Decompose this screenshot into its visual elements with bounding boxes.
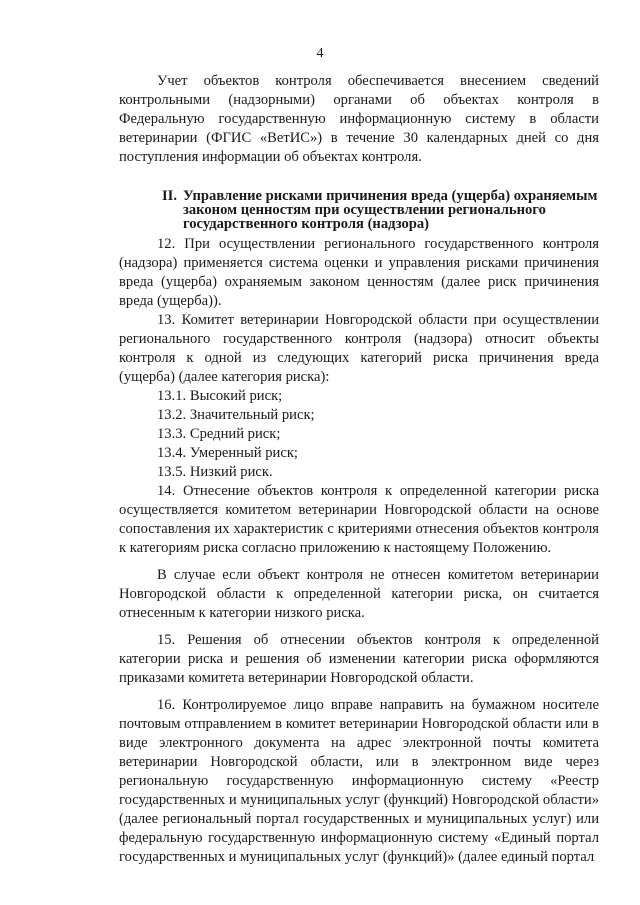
list-item: 13.4. Умеренный риск; [157, 445, 298, 461]
paragraph-12: 12. При осуществлении регионального государственного контроля (надзора) применяется система оценки и управления рисками причинения вреда (ущерба) охраняемым законом ценностям (далее риск причинения вреда (ущерба)). [119, 236, 599, 309]
paragraph-14: 14. Отнесение объектов контроля к определенной категории риска осуществляется комитетом ветеринарии Новгородской области на основе сопоставления их характеристик с критериями отнесения объектов контроля к категориям риска согласно приложению к настоящему Положению. [119, 483, 599, 556]
page-number: 4 [316, 46, 324, 61]
section-heading [119, 189, 599, 231]
list-item: 13.1. Высокий риск; [157, 388, 283, 404]
paragraph-14-note: В случае если объект контроля не отнесен комитетом ветеринарии Новгородской области к определенной категории риска, он считается отнесенным к категории низкого риска. [119, 567, 599, 621]
paragraph-registration: Учет объектов контроля обеспечивается внесением сведений контрольными (надзорными) органами об объектах контроля в Федеральную государственную информационную систему в области ветеринарии (ФГИС «ВетИС») в течение 30 календарных дней со дня поступления информации об объектах контроля. [119, 73, 599, 165]
document-body [119, 72, 599, 867]
risk-category-list [119, 387, 599, 482]
paragraph-13: 13. Комитет ветеринарии Новгородской области при осуществлении регионального государственного контроля (надзора) относит объекты контроля к одной из следующих категорий риска причинения вреда (ущерба) (далее категория риска): [119, 312, 599, 385]
list-item: 13.5. Низкий риск. [157, 464, 273, 480]
section-title: Управление рисками причинения вреда (ущерба) охраняемым законом ценностям при осуществлении регионального государственного контроля (надзора) [183, 188, 598, 232]
list-item: 13.2. Значительный риск; [157, 407, 315, 423]
section-number: II. [161, 188, 177, 204]
list-item: 13.3. Средний риск; [157, 426, 281, 442]
paragraph-16: 16. Контролируемое лицо вправе направить на бумажном носителе почтовым отправлением в комитет ветеринарии Новгородской области или в виде электронного документа на адрес электронной почты комитета ветеринарии Новгородской области, или в электронном виде через региональную государственную информационную систему «Реестр государственных и муниципальных услуг (функций) Новгородской области» (далее региональный портал государственных и муниципальных услуг) или федеральную государственную информационную систему «Единый портал государственных и муниципальных услуг (функций)» (далее единый портал [119, 697, 599, 865]
paragraph-15: 15. Решения об отнесении объектов контроля к определенной категории риска и решения об изменении категории риска оформляются приказами комитета ветеринарии Новгородской области. [119, 632, 599, 686]
